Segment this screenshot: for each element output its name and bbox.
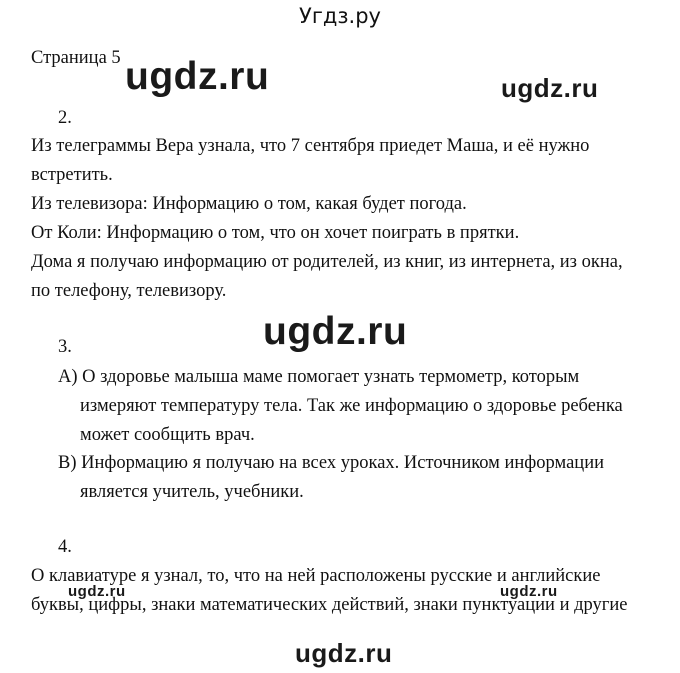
task2-line: по телефону, телевизору. bbox=[31, 281, 227, 301]
task2-line: Из телеграммы Вера узнала, что 7 сентября приедет Маша, и её нужно bbox=[31, 136, 590, 156]
task4-line: О клавиатуре я узнал, то, что на ней расположены русские и английские bbox=[31, 566, 601, 586]
page-label: Страница 5 bbox=[31, 48, 121, 68]
task2-line: Дома я получаю информацию от родителей, из книг, из интернета, из окна, bbox=[31, 252, 623, 272]
task3-a-line: может сообщить врач. bbox=[80, 425, 255, 445]
task2-line: Из телевизора: Информацию о том, какая будет погода. bbox=[31, 194, 467, 214]
task2-line: встретить. bbox=[31, 165, 113, 185]
task3-a-line: А) О здоровье малыша маме помогает узнать термометр, которым bbox=[58, 367, 580, 387]
task4-line: буквы, цифры, знаки математических действий, знаки пунктуации и другие bbox=[31, 595, 628, 615]
watermark-top-left: ugdz.ru bbox=[125, 55, 270, 98]
task4-number: 4. bbox=[58, 537, 72, 557]
watermark-footer: ugdz.ru bbox=[295, 638, 393, 668]
task3-b-line: является учитель, учебники. bbox=[80, 482, 304, 502]
watermark-bottom-right: ugdz.ru bbox=[500, 583, 558, 600]
watermark-center: ugdz.ru bbox=[263, 310, 408, 353]
watermark-bottom-left: ugdz.ru bbox=[68, 583, 126, 600]
site-title[interactable]: Угдз.ру bbox=[299, 4, 381, 28]
watermark-top-right: ugdz.ru bbox=[501, 73, 599, 103]
task3-a-line: измеряют температуру тела. Так же информацию о здоровье ребенка bbox=[80, 396, 623, 416]
task2-line: От Коли: Информацию о том, что он хочет поиграть в прятки. bbox=[31, 223, 520, 243]
task2-number: 2. bbox=[58, 108, 72, 128]
task3-number: 3. bbox=[58, 337, 72, 357]
task3-b-line: В) Информацию я получаю на всех уроках. Источником информации bbox=[58, 453, 604, 473]
